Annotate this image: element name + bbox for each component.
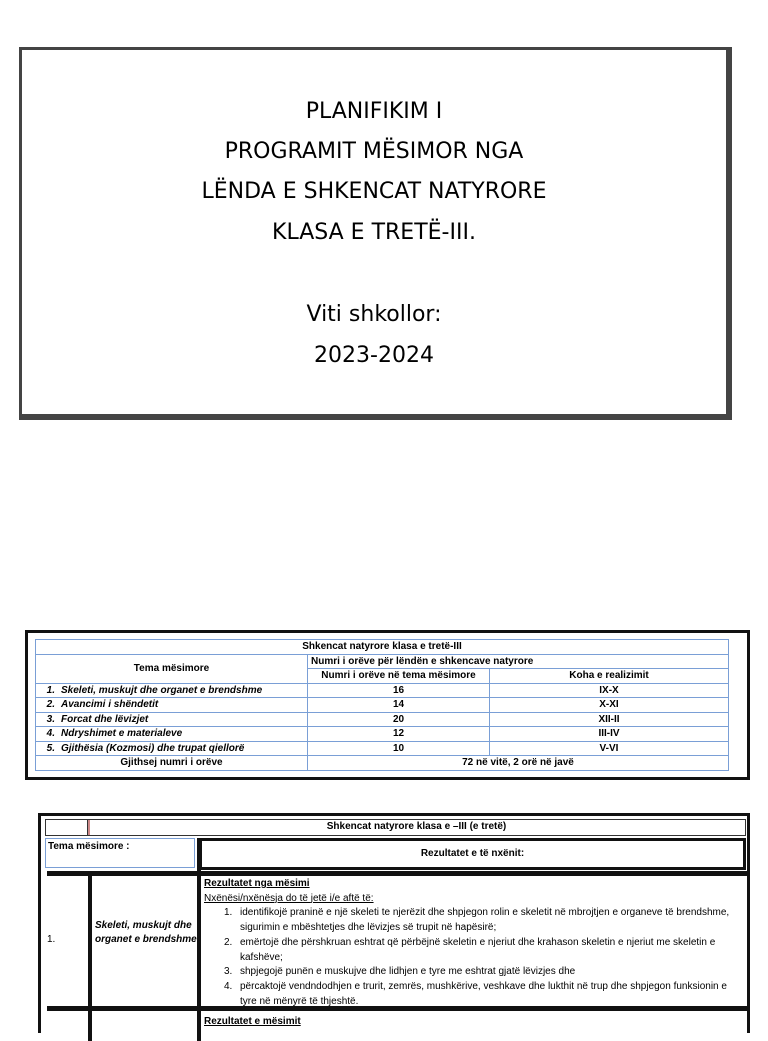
cover-line-3: LËNDA E SHKENCAT NATYRORE — [201, 179, 547, 204]
row-number: 1. — [46, 684, 55, 696]
col-tema: Tema mësimore — [36, 654, 308, 683]
item-text: identifikojë praninë e një skeleti te njerëzit dhe shpjegon rolin e skeletit në mbrojtjen e organeve të brendshme, sigurimin e mbështetjes dhe lëvizjes së trupit në hapësirë; — [240, 907, 730, 934]
table-row — [36, 698, 729, 713]
row-koha: III-IV — [490, 727, 729, 742]
next-outcomes-heading: Rezultatet e mësimit — [204, 1016, 301, 1027]
hours-table — [35, 639, 729, 771]
cover-line-2: PROGRAMIT MËSIMOR NGA — [224, 139, 524, 164]
outcomes-table-title: Shkencat natyrore klasa e –III (e tretë) — [87, 819, 746, 836]
corner-cell — [45, 819, 90, 836]
row-koha: V-VI — [490, 741, 729, 756]
table-row — [36, 741, 729, 756]
tema-label: Tema mësimore : — [45, 838, 195, 868]
list-item — [204, 965, 744, 980]
cover-line-4: KLASA E TRETË-III. — [272, 220, 476, 245]
row-tema: Skeleti, muskujt dhe organet e brendshme — [61, 684, 263, 696]
total-label: Gjithsej numri i orëve — [36, 756, 308, 771]
item-text: emërtojë dhe përshkruan eshtrat që përbëjnë skeletin e njeriut dhe krahason skeletin e njeriut me skeletin e kafshëve; — [240, 936, 716, 963]
row-ore: 10 — [308, 741, 490, 756]
col-numri-tema: Numri i orëve në tema mësimore — [308, 669, 490, 684]
row-koha: X-XI — [490, 698, 729, 713]
table-row — [36, 712, 729, 727]
row-ore: 20 — [308, 712, 490, 727]
row-topic: Skeleti, muskujt dhe organet e brendshme — [95, 920, 197, 945]
col-koha: Koha e realizimit — [490, 669, 729, 684]
item-number: 4. — [224, 980, 233, 992]
row-tema: Gjithësia (Kozmosi) dhe trupat qiellorë — [61, 742, 245, 754]
hours-table-title: Shkencat natyrore klasa e tretë-III — [36, 640, 729, 655]
row-tema: Ndryshimet e materialeve — [61, 728, 183, 740]
row-number: 4. — [46, 728, 55, 740]
row-tema: Forcat dhe lëvizjet — [61, 713, 149, 725]
list-item — [204, 906, 744, 935]
item-text: shpjegojë punën e muskujve dhe lidhjen e tyre me eshtrat gjatë lëvizjes dhe — [240, 966, 576, 978]
row-koha: XII-II — [490, 712, 729, 727]
col-numri: Numri i orëve për lëndën e shkencave natyrore — [308, 654, 729, 669]
rezultatet-label: Rezultatet e të nxënit: — [199, 838, 746, 870]
item-number: 3. — [224, 966, 233, 978]
column-divider — [88, 871, 92, 1041]
outcomes-intro: Nxënësi/nxënësja do të jetë i/e aftë të: — [204, 892, 374, 904]
table-row — [36, 727, 729, 742]
row-divider — [47, 871, 747, 876]
list-item — [204, 980, 744, 1009]
outcomes-table-frame — [38, 813, 750, 1033]
row-number: 2. — [46, 699, 55, 711]
table-row — [36, 683, 729, 698]
list-item — [204, 936, 744, 965]
total-value: 72 në vitë, 2 orë në javë — [308, 756, 729, 771]
item-number: 1. — [224, 907, 233, 919]
row-koha: IX-X — [490, 683, 729, 698]
school-year-label: Viti shkollor: — [306, 302, 442, 327]
outcomes-heading: Rezultatet nga mësimi — [204, 878, 310, 889]
row-number: 3. — [46, 713, 55, 725]
row-ore: 16 — [308, 683, 490, 698]
school-year-value: 2023-2024 — [314, 343, 434, 368]
hours-table-frame — [25, 630, 750, 780]
cover-line-1: PLANIFIKIM I — [305, 99, 443, 124]
row-ore: 14 — [308, 698, 490, 713]
item-number: 2. — [224, 936, 233, 948]
row-ore: 12 — [308, 727, 490, 742]
row-number: 5. — [46, 742, 55, 754]
row-tema: Avancimi i shëndetit — [61, 699, 159, 711]
row-number: 1. — [47, 934, 56, 945]
outcomes-content — [204, 877, 744, 1009]
cover-title-box — [19, 47, 732, 420]
item-text: përcaktojë vendndodhjen e trurit, zemrës, mushkërive, veshkave dhe lukthit në trup dhe shpjegon funksionin e tyre në mënyrë të thjeshtë. — [240, 980, 727, 1007]
outcomes-list — [204, 906, 744, 1009]
